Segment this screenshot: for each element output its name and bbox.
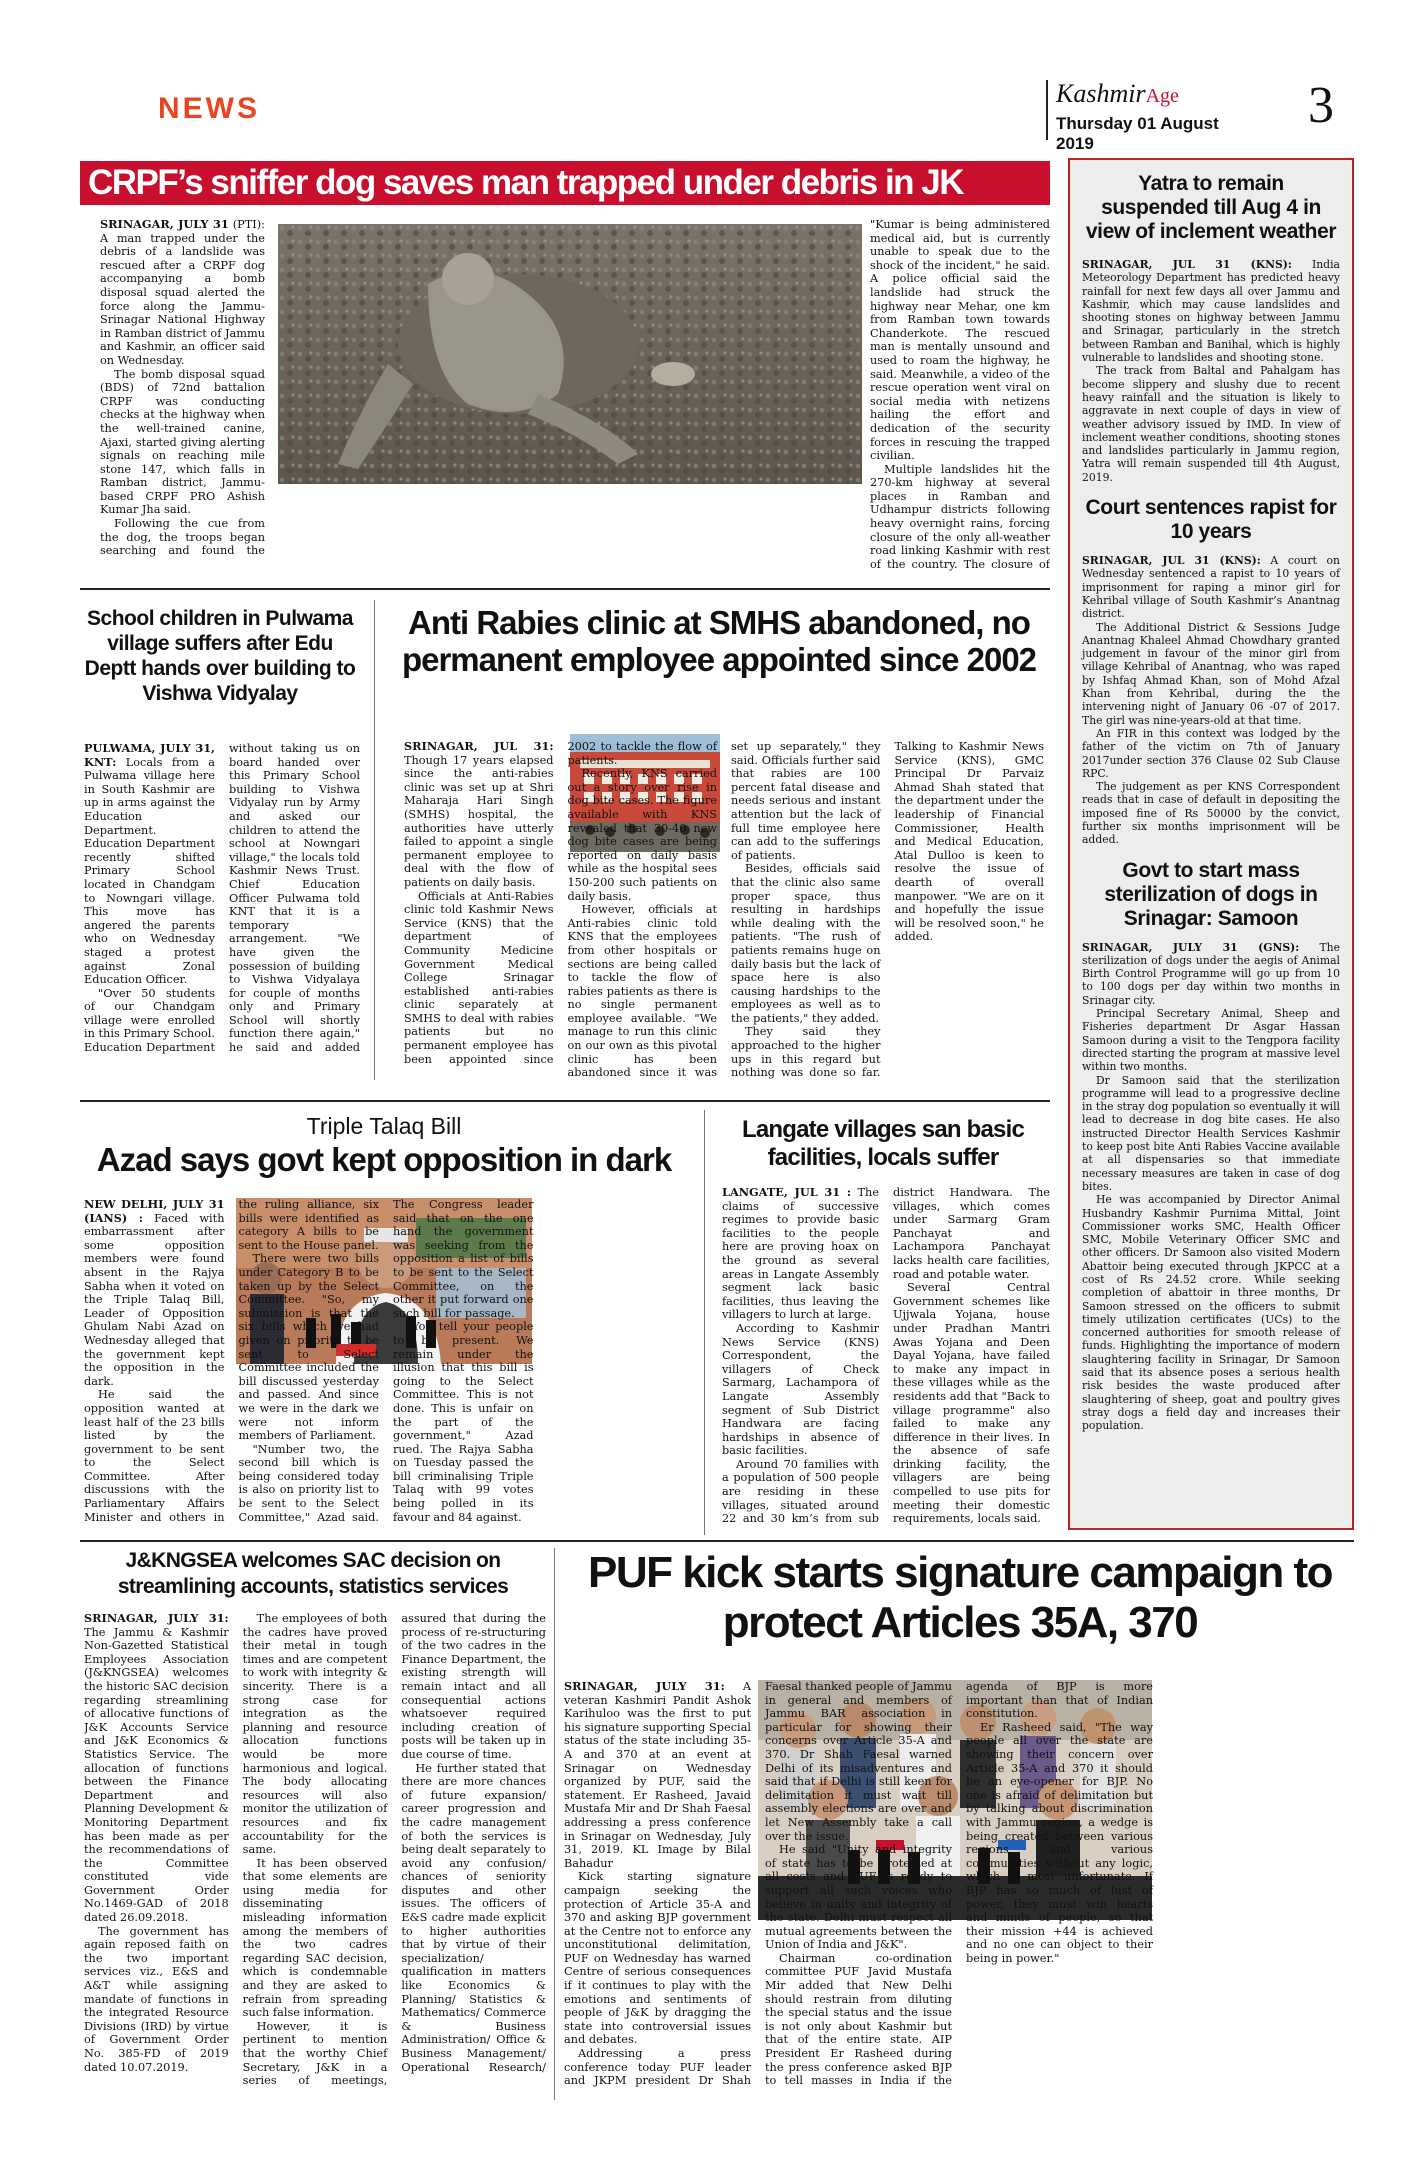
puf-para-3: Addressing a press conference today PUF leader and JKPM president Dr Shah Faesal thanked people of Jammu in general and members of Jammu BAR association in particular for showing their concerns over Article 35-A and 370. Dr Shah Faesal warned Delhi of its misadventures and said that if Delhi is still keen for delimitation it must wait till assembly elections are over and let New Assembly take a call over the issue. (564, 1680, 952, 2088)
jkngsea-body (84, 1612, 546, 2098)
langate-para-1: The claims of successive regimes to provide basic facilities to the people here are proving hoax on the ground as several areas in Langate Assembly segment lack basic facilities, thus leaving the villagers to lurch at large. (722, 1186, 880, 1322)
sidebar-story2-para-1: A court on Wednesday sentenced a rapist to 10 years of imprisonment for raping a minor girl for Kehribal village of South Kashmir’s Anantnag district. (1082, 554, 1340, 621)
divider-under-lead (80, 588, 1050, 590)
langate-para-2: According to Kashmir News Service (KNS) Correspondent, the villagers of Check Sarmarg, Lachampora of Langate Assembly segment of Sub District Handwara are facing hardships in absence of basic facilities. (722, 1321, 879, 1458)
lead-para-4: "Kumar is being administered medical aid, but is currently unable to speak due to the shock of the incident," he said. A police official said the landslide had struck the highway near Mehar, one km from Ramban town towards Chanderkote. The rescued man is mentally unsound and used to roam the highway, he said. Meanwhile, a video of the rescue operation went viral on social media with netizens hailing the effort and dedication of the security forces in rescuing the trapped civilian. (870, 218, 1050, 463)
puf-para-2: Kick starting signature campaign seeking the protection of Article 35-A and 370 and asking BJP government at the Centre not to enforce any unconstitutional delimitation, PUF on Wednesday has warned Centre of serious consequences if it continues to play with the emotions and sentiments of people of J&K by dragging the state into controversial issues and debates. (564, 1870, 751, 2047)
sidebar-story3-para-2: Principal Secretary Animal, Sheep and Fisheries department Dr Asgar Hassan Samoon during a visit to the Tengpora facility directed starting the program at massive level within two months. (1082, 1007, 1340, 1074)
lead-headline-banner (80, 161, 1050, 205)
lead-headline: CRPF’s sniffer dog saves man trapped under debris in JK (88, 163, 964, 202)
jkngsea-headline: J&KNGSEA welcomes SAC decision on streamlining accounts, statistics services (117, 1549, 509, 1598)
lead-para-5: Multiple landslides hit the 270-km highway at several places in Ramban and Udhampur districts following heavy overnight rains, forcing closure of the only all-weather road linking Kashmir with rest of the country. The closure of (870, 462, 1050, 571)
page-number: 3 (1308, 77, 1334, 134)
rabies-para-1: Though 17 years elapsed since the anti-rabies clinic was set up at Shri Maharaja Hari Singh (SMHS) hospital, the authorities have utterly failed to appoint a single permanent employee to deal with the flow of patients on daily basis. (404, 753, 554, 889)
divider-above-bottom (80, 1540, 1354, 1542)
langate-para-3: Around 70 families with a population of 500 people are residing in these villages, situated around 22 and 30 km’s from sub district Handwara. The villages, which comes under Sarmarg Gram Panchayat and Lachampora Panchayat lacks health care facilities, road and potable water. (722, 1186, 1050, 1526)
lead-photo-rescued-man (278, 224, 862, 484)
lead-para-2: The bomb disposal squad (BDS) of 72nd battalion CRPF was conducting checks at the highway when the well-trained canine, Ajaxi, started giving alerting signals on reaching mile stone 147, which falls in Ramban district, Jammu-based CRPF PRO Ashish Kumar Jha said. (100, 367, 265, 517)
sidebar-story2-para-2: The Additional District & Sessions Judge Anantnag Khaleel Ahmad Chowdhary granted judgement in favour of the minor girl from village Kehribal of Anantnag, who was raped by Ishfaq Ahmad Khan, son of Mohd Afzal Khan from Kehribal, during the the intervening night of January 06 -07 of 2017. The girl was nine-years-old at that time. (1082, 620, 1340, 727)
sidebar-story2-para-3: An FIR in this context was lodged by the father of the victim on 7th of January 2017under section 376 Clause 02 Sub Clause RPC. (1082, 726, 1340, 780)
rabies-dateline: SRINAGAR, JUL 31: (404, 740, 554, 753)
rabies-para-4: However, officials at Anti-rabies clinic told KNS that the employees from other hospitals or sections are being called to tackle the flow of rabies patients as there is no single permanent employee available. "We manage to run this clinic on our own as this pivotal clinic has been abandoned since it was set up separately," they said. Officials further said that rabies are 100 percent fatal disease and needs serious and instant attention but the lack of full time employee here can add to the sufferings of patients. (567, 740, 881, 1080)
sidebar-story1-para-2: The track from Baltal and Pahalgam has become slippery and slushy due to recent heavy rainfall and the situation is likely to aggravate in next couple of days in view of weather advisory issued by IMD. In view of inclement weather conditions, shooting stones and landslides particularly in Jammu region, Yatra will remain suspended till 4th August, 2019. (1082, 364, 1340, 484)
school-headline: School children in Pulwama village suffers after Edu Deptt hands over building to Vishwa Vidyalay (84, 607, 356, 705)
sidebar-story2-para-4: The judgement as per KNS Correspondent reads that in case of default in depositing the imposed fine of Rs 50000 by the convict, further six months imprisonment will be added. (1082, 780, 1340, 847)
section-label: NEWS (158, 92, 260, 125)
masthead-name-kashmir: Kashmir (1056, 79, 1146, 108)
jkngsea-para-1: The Jammu & Kashmir Non-Gazetted Statistical Employees Association (J&KNGSEA) welcomes the historic SAC decision regarding streamlining of allocative functions of J&K Accounts Service and J&K Economics & Statistics Service. The allocation of functions between the Finance Department and Planning Development & Monitoring Department has been made as per the recommendations of the Committee constituted vide Government Order No.1469-GAD of 2018 dated 26.09.2018. (84, 1625, 229, 1925)
rabies-para-3: Recently, KNS carried out a story over rise in dog bite cases. The figure available with KNS revealed that 30-40 new dog bite cases are being reported on daily basis while as the hospital sees 150-200 such patients on daily basis. (567, 767, 717, 903)
jkngsea-para-2: The government has again reposed faith on the two important services viz., E&S and A&T while assigning mandate of functions in the integrated Resource Divisions (IRD) by virtue of Government Order No. 385-FD of 2019 dated 10.07.2019. (84, 1924, 229, 2074)
lead-para-1: (PTI): A man trapped under the debris of a landslide was rescued after a CRPF dog accompanying a bomb disposal squad alerted the force along the Jammu-Srinagar National Highway in Ramban district of Jammu and Kashmir, an officer said on Wednesday. (100, 218, 265, 367)
lead-body-right (870, 218, 1050, 574)
puf-para-4: He said "Unity and integrity of state has to be protected at all costs and PUF is ready to support all such voices who believe in unity and integrity of the state. Delhi must respect all mutual agreements between the Union of India and J&K". (765, 1843, 952, 1952)
divider-school-rabies (374, 600, 375, 1080)
puf-para-6: Er Rasheed said, "The way people all over the state are showing their concern over Article 35-A and 370 it should be an eye-opener for BJP. No one is afraid of delimitation but by talking about discrimination with Jammu region, a wedge is being created between various regions and various communities without any logic, which is most unfortunate. If BJP has so much of lust of power, they must win hearts and minds of people, so that their mission +44 is achieved and no one can object to their being in power." (966, 1720, 1153, 1965)
azad-kicker: Triple Talaq Bill (306, 1113, 462, 1139)
puf-body (564, 1680, 1354, 2100)
lead-para-3: Following the cue from the dog, the troops began searching and found the (100, 517, 265, 558)
langate-headline: Langate villages san basic facilities, locals suffer (741, 1116, 1024, 1171)
jkngsea-para-6: He further stated that there are more chances of future expansion/ career progression and the cadre management of both the services is being dealt separately to avoid any confusion/ chances of seniority disputes and other issues. The officers of E&S cadre made explicit to higher authorities that by virtue of their specialization/ qualification in matters like Economics & Planning/ Statistics & Mathematics/ Commerce & Business Administration/ Office & Business Management/ Operational Research/ (401, 1761, 546, 2074)
sidebar-panel (1068, 158, 1354, 1530)
rabies-headline: Anti Rabies clinic at SMHS abandoned, no permanent employee appointed since 2002 (401, 604, 1037, 678)
langate-para-4: Several Central Government schemes like Ujjwala Yojana, house under Pradhan Mantri Awas Yojana and Deen Dayal Yojana, have failed to make any impact in these villages while as the residents add that "Back to village programme" also failed to make any difference in their lives. In the absence of safe drinking facility, the villagers are being compelled to use pits for meeting their domestic requirements, locals said. (893, 1281, 1050, 1526)
school-para-1: Locals from a Pulwama village here in South Kashmir are up in arms against the Education Department. Education Department recently shifted Primary School located in Chandgam to Nowngari village. This move has angered the parents who on Wednesday staged a protest against Zonal Education Officer. (84, 755, 215, 987)
school-para-2: "Over 50 students of our Chandgam village were enrolled in this Primary School. Education Department without taking us on board handed over this Primary School building to Vishwa Vidyalay run by Army and asked our children to attend the school at Nowngari village," the locals told Kashmir News Trust. Chief Education Officer Pulwama told KNT that it is a temporary arrangement. "We have given the possession of building to Vishwa Vidyalaya for couple of months only and Primary School will shortly function there again," he said and added (84, 742, 360, 1055)
sidebar-story1-para-1: India Meteorology Department has predicted heavy rainfall for next few days all over Jammu and Kashmir, which may cause landslides and shooting stones on highway between Jammu and Srinagar, particularly in the stretch between Ramban and Banihal, which is highly vulnerable to landslides and shooting stone. (1082, 258, 1340, 365)
sidebar-story1-headline: Yatra to remain suspended till Aug 4 in view of inclement weather (1085, 172, 1337, 243)
lead-dateline: SRINAGAR, JULY 31 (100, 218, 229, 231)
rabies-para-5: Besides, officials said that the clinic also same proper space, thus resulting in hardships while dealing with the patients. "The rush of patients remains huge on daily basis but the lack of space here is also causing hardships to the employees as well as to the patients," they added. (731, 862, 881, 1025)
school-dateline: PULWAMA, JULY 31, KNT: (84, 742, 215, 769)
sidebar-story1-dateline: SRINAGAR, JUL 31 (KNS): (1082, 258, 1292, 271)
masthead-logo (1046, 79, 1246, 153)
puf-dateline: SRINAGAR, JULY 31: (564, 1680, 725, 1693)
sidebar-story3-para-3: Dr Samoon said that the sterilization programme will lead to a progressive decline in the stray dog population so eventually it will lead to decrease in dog bite cases. He also instructed Director Health Services Kashmir to keep post bite Anti Rabies Vaccine available at all dispensaries so that immediate necessary measures are taken in case of dog bites. (1082, 1073, 1340, 1193)
masthead-name-age: Age (1145, 85, 1179, 107)
sidebar-story2-headline: Court sentences rapist for 10 years (1085, 496, 1337, 544)
langate-dateline: LANGATE, JUL 31 : (722, 1186, 852, 1199)
divider-jkngsea-puf (554, 1548, 555, 2100)
langate-body (722, 1186, 1050, 1528)
azad-para-3: There were two bills under Category B to be taken up by the Select Committee. "So, my submission is that the six bills which we had given on priority to be sent to Select Committee included the bill discussed yesterday and passed. And since we were in the dark we were not inform members of Parliament. (238, 1252, 379, 1443)
jkngsea-para-3: The employees of both the cadres have proved their metal in tough times and are competent to work with integrity & sincerity. There is a strong case for integration as the planning and resource allocation functions would be more harmonious and logical. The body allocating resources will also monitor the utilization of resources and fix accountability for the same. (242, 1612, 388, 1857)
sidebar-story3-dateline: SRINAGAR, JULY 31 (GNS): (1082, 940, 1300, 954)
azad-para-5: "You tell your people to be present. We remain under the illusion that this bill is going to the Select Committee. This is not done. This is unfair on the part of the government," Azad rued. The Rajya Sabha on Tuesday passed the bill criminalising Triple Talaq with 99 votes being polled in its favour and 84 against. (393, 1320, 534, 1524)
azad-headline: Azad says govt kept opposition in dark (96, 1141, 672, 1178)
jkngsea-para-4: It has been observed that some elements are using media for disseminating misleading information among the members of the two cadres regarding SAC decision, which is condemnable and they are asked to refrain from spreading such false information. (242, 1856, 388, 2020)
jkngsea-dateline: SRINAGAR, JULY 31: (84, 1612, 229, 1625)
azad-para-1: Faced with embarrassment after some opposition members were found absent in the Rajya Sabha when it voted on the Triple Talaq Bill, Leader of Opposition Ghulam Nabi Azad on Wednesday alleged that the government kept the opposition in the dark. (84, 1211, 225, 1388)
sidebar-story3-para-4: He was accompanied by Director Animal Husbandry Kashmir Purnima Mittal, Joint Commissioner works SMC, Health Officer SMC, Mobile Veterinary Officer SMC and other officers. Dr Samoon also visited Modern Abattoir being executed through JKPCC at a cost of Rs 24.52 crore. While seeking completion of abattoir in three months, Dr Samoon stressed on the officers to submit timely utilization certificates (UCs) to the concerned authorities for smooth release of funds. Highlighting the importance of modern slaughtering facility in Srinagar, Dr Samoon said that its absence poses a serious health risk besides the waste produced after slaughtering of sheep, goat and poultry gives stray dogs a field day and increases their population. (1082, 1193, 1340, 1433)
puf-para-5: Chairman co-ordination committee PUF Javid Mustafa Mir added that New Delhi should restrain from diluting the special status and the issue is not only about Kashmir but that of the entire state. AIP President Er Rasheed during the press conference asked BJP to tell masses in India if the agenda of BJP is more important than that of Indian constitution. (765, 1680, 1153, 2088)
azad-dateline: NEW DELHI, JULY 31 (IANS) : (84, 1198, 225, 1225)
puf-headline: PUF kick starts signature campaign to protect Articles 35A, 370 (587, 1548, 1333, 1647)
puf-para-1: A veteran Kashmiri Pandit Ashok Karihuloo was the first to put his signature supporting Special status of the state including 35-A and 370 at an event at Srinagar on Wednesday organized by PUF, said the statement. Er Rasheed, Javaid Mustafa Mir and Dr Shah Faesal addressing a press conference in Srinagar on Wednesday, July 31, 2019. KL Image by Bilal Bahadur (564, 1680, 751, 1870)
sidebar-story2-body (1082, 554, 1340, 847)
lead-body-left (100, 218, 265, 568)
azad-para-2: He said the opposition wanted at least half of the 23 bills listed by the government to be sent to the Select Committee. After discussions with the Parliamentary Affairs Minister and others in the ruling alliance, six bills were identified as category A bills to be sent to the House panel. (84, 1198, 379, 1524)
divider-azad-langate (704, 1110, 705, 1535)
jkngsea-para-5: However, it is pertinent to mention that the worthy Chief Secretary, J&K in a series of meetings, assured that during the process of re-structuring of the two cadres in the Finance Department, the existing strength will remain intact and all consequential actions whatsoever required including creation of posts will be taken up in due course of time. (242, 1612, 546, 2088)
azad-body (84, 1198, 688, 1528)
sidebar-story3-headline: Govt to start mass sterilization of dogs in Srinagar: Samoon (1104, 858, 1318, 930)
sidebar-story3-para-1: The sterilization of dogs under the aegis of Animal Birth Control Programme will go up from 10 to 100 dogs per day within two months in Srinagar city. (1082, 940, 1341, 1007)
masthead-date: Thursday 01 August 2019 (1056, 114, 1219, 153)
rabies-para-6: They said they approached to the higher ups in this regard but nothing was done so far. Talking to Kashmir News Service (KNS), GMC Principal Dr Parvaiz Ahmad Shah stated that the department under the leadership of Financial Commissioner, Health and Medical Education, Atal Dulloo is keen to resolve the issue of dearth of overall manpower. "We are on it and hopefully the issue will be resolved soon," he added. (731, 740, 1044, 1080)
sidebar-story3-body (1082, 941, 1340, 1433)
sidebar-story2-dateline: SRINAGAR, JUL 31 (KNS): (1082, 554, 1261, 568)
rabies-para-2: Officials at Anti-Rabies clinic told Kashmir News Service (KNS) that the department of Community Medicine Government Medical College Srinagar established anti-rabies clinic separately at SMHS to deal with rabies patients but no permanent employee has been appointed since 2002 to tackle the flow of patients. (404, 740, 717, 1066)
divider-under-rabies (80, 1100, 1050, 1102)
azad-para-4: "Number two, the second bill which is being considered today is also on priority list to be sent to the Select Committee," Azad said. The Congress leader said that on the one hand the government was seeking from the opposition a list of bills to be sent to the Select Committee, on the other it put forward one such bill for passage. (238, 1198, 534, 1524)
sidebar-story1-body (1082, 258, 1340, 484)
school-body (84, 742, 360, 1062)
rabies-body (404, 740, 1044, 1082)
